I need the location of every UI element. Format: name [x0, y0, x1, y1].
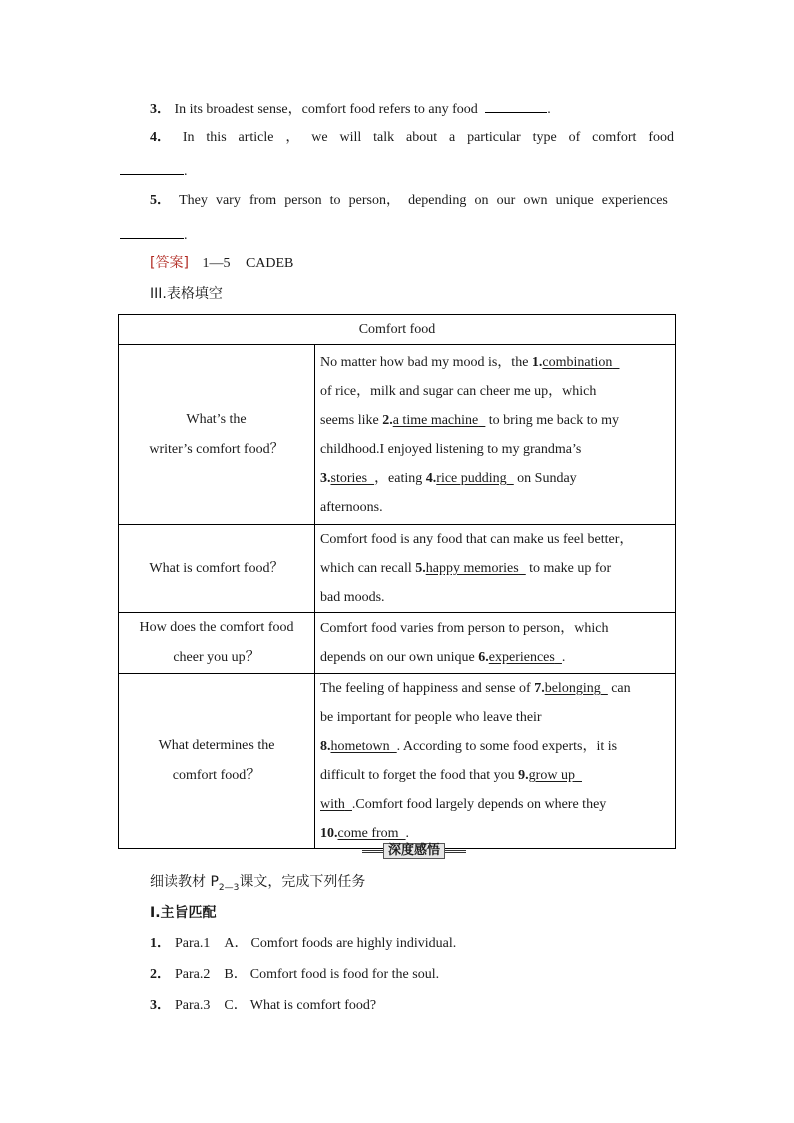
option-text: Comfort food is food for the soul. — [249, 967, 440, 982]
answer-text: to bring me back to my — [485, 412, 620, 428]
item-number: 3． — [150, 998, 171, 1013]
question-word: will — [339, 130, 362, 145]
table-row — [119, 345, 676, 525]
item-number: 2． — [150, 967, 171, 982]
row-question: What’s the writer’s comfort food？ — [119, 345, 315, 525]
question-number: 3． — [150, 102, 171, 117]
answer-text: . — [561, 650, 566, 665]
para-label: Para.1 — [175, 936, 211, 951]
answer-blank — [120, 224, 184, 239]
question-text: In its broadest sense，comfort food refers to any food — [174, 102, 478, 117]
question-word: They — [179, 193, 208, 208]
question-word: of — [568, 130, 581, 145]
blank-number: 5. — [415, 561, 426, 576]
filled-answer: a time machine — [392, 412, 479, 428]
question-word: on — [474, 193, 489, 208]
question-word: particular — [467, 130, 521, 145]
answer-line — [320, 435, 670, 464]
answer-text: afternoons. — [320, 499, 383, 515]
blank-number: 4. — [425, 470, 437, 486]
question-word: person — [284, 193, 322, 208]
question-word: to — [329, 193, 341, 208]
filled-answer: come from — [337, 826, 399, 841]
option-letter: A． — [224, 936, 249, 951]
question-word: from — [248, 193, 277, 208]
answer-line — [320, 703, 670, 732]
answer-letters: CADEB — [245, 256, 294, 271]
answer-line — [320, 348, 670, 377]
answer-text: . According to some food experts，it is — [396, 739, 618, 754]
answer-text: seems like — [320, 412, 383, 428]
question-word: our — [496, 193, 516, 208]
question-word: In — [182, 130, 195, 145]
answer-text: Comfort food varies from person to person，which — [320, 621, 609, 636]
answer-text: Comfort food is any food that can make us feel better， — [320, 532, 634, 547]
question-word: article — [238, 130, 274, 145]
question-word: about — [406, 130, 438, 145]
question-word: depending — [408, 193, 467, 208]
question-word: this — [206, 130, 227, 145]
option-text: Comfort foods are highly individual. — [250, 936, 457, 951]
answer-text: ，eating — [374, 470, 426, 486]
answer-line — [320, 674, 670, 703]
answer-text: . — [405, 826, 410, 841]
list-item — [150, 997, 376, 1015]
section-title: Ⅰ.主旨匹配 — [150, 905, 217, 921]
answer-line — [320, 643, 670, 672]
answer-line — [320, 377, 670, 406]
question-word: comfort — [592, 130, 637, 145]
question-word: own — [523, 193, 548, 208]
question-word: ， — [285, 130, 300, 145]
answer-text: can — [607, 681, 631, 696]
answer-key — [150, 254, 293, 273]
filled-answer: stories — [330, 470, 368, 486]
answer-text: bad moods. — [320, 590, 385, 605]
answer-line — [320, 583, 670, 612]
section-banner — [362, 843, 466, 859]
row-answer — [315, 345, 676, 525]
option-letter: B． — [224, 967, 248, 982]
answer-line — [320, 493, 670, 522]
filled-answer: combination — [542, 354, 613, 370]
question-number: 5． — [150, 193, 171, 208]
question-number: 4． — [150, 130, 171, 145]
question-3: 3． In its broadest sense，comfort food refers to any food . — [150, 98, 551, 119]
answer-range: 1—5 — [202, 256, 231, 271]
section-title: III.表格填空 — [150, 286, 223, 302]
answer-text: No matter how bad my mood is，the — [320, 354, 532, 370]
table-row — [119, 674, 676, 849]
filled-answer: rice pudding — [436, 470, 507, 486]
question-word: talk — [373, 130, 395, 145]
item-number: 1． — [150, 936, 171, 951]
answer-line — [320, 761, 670, 790]
filled-answer: experiences — [488, 650, 555, 665]
blank-number: 7. — [534, 681, 545, 696]
para-label: Para.2 — [175, 967, 211, 982]
question-word: type — [532, 130, 557, 145]
answer-text: to make up for — [525, 561, 612, 576]
filled-answer: belonging — [544, 681, 601, 696]
answer-text: The feeling of happiness and sense of — [320, 681, 535, 696]
row-answer — [315, 525, 676, 613]
row-question: What is comfort food？ — [119, 525, 315, 613]
answer-text: difficult to forget the food that you — [320, 768, 519, 783]
answer-text: be important for people who leave their — [320, 710, 542, 725]
answer-label: [答案] — [150, 255, 189, 271]
answer-line — [320, 525, 670, 554]
blank-number: 1. — [531, 354, 543, 370]
answer-blank — [485, 98, 547, 113]
filled-answer: with — [320, 797, 345, 812]
filled-answer: happy memories — [425, 561, 519, 576]
list-item — [150, 935, 456, 953]
table-row — [119, 525, 676, 613]
question-word: person， — [348, 193, 400, 208]
answer-line — [320, 464, 670, 493]
para-label: Para.3 — [175, 998, 211, 1013]
blank-number: 10. — [320, 826, 338, 841]
table-row — [119, 613, 676, 674]
filled-answer: grow up — [528, 768, 575, 783]
answer-text: childhood.I enjoyed listening to my grandma’s — [320, 441, 582, 457]
blank-number: 2. — [382, 412, 393, 428]
answer-line — [320, 732, 670, 761]
answer-text: .Comfort food largely depends on where they — [351, 797, 607, 812]
row-question: What determines the comfort food？ — [119, 674, 315, 849]
question-5-continuation: . — [120, 224, 188, 245]
answer-line — [320, 614, 670, 643]
answer-line — [320, 790, 670, 819]
question-4-continuation: . — [120, 160, 188, 181]
filled-answer: hometown — [330, 739, 390, 754]
question-word: we — [311, 130, 328, 145]
answer-line — [320, 406, 670, 435]
table-header: Comfort food — [119, 315, 676, 345]
instruction: 细读教材 $P_{2—3}$课文，完成下列任务 — [150, 874, 366, 893]
answer-text: of rice，milk and sugar can cheer me up，which — [320, 383, 597, 399]
answer-line — [320, 554, 670, 583]
blank-number: 3. — [320, 470, 331, 486]
question-word: vary — [215, 193, 241, 208]
answer-text: on Sunday — [513, 470, 577, 486]
row-question: How does the comfort food cheer you up？ — [119, 613, 315, 674]
option-letter: C． — [224, 998, 248, 1013]
option-text: What is comfort food? — [249, 998, 377, 1013]
banner-label: 深度感悟 — [383, 843, 445, 859]
question-word: experiences — [601, 193, 668, 208]
blank-number: 9. — [518, 768, 529, 783]
question-4 — [150, 129, 674, 147]
question-word: unique — [555, 193, 594, 208]
row-answer — [315, 674, 676, 849]
blank-number: 6. — [478, 650, 489, 665]
banner-rule — [445, 850, 466, 853]
banner-rule — [362, 850, 383, 853]
list-item — [150, 966, 439, 984]
blank-number: 8. — [320, 739, 331, 754]
answer-text: depends on our own unique — [320, 650, 479, 665]
fill-in-table — [118, 314, 676, 849]
question-5 — [150, 192, 668, 210]
answer-blank — [120, 160, 184, 175]
answer-text: which can recall — [320, 561, 416, 576]
question-word: food — [648, 130, 674, 145]
question-word: a — [448, 130, 456, 145]
row-answer — [315, 613, 676, 674]
